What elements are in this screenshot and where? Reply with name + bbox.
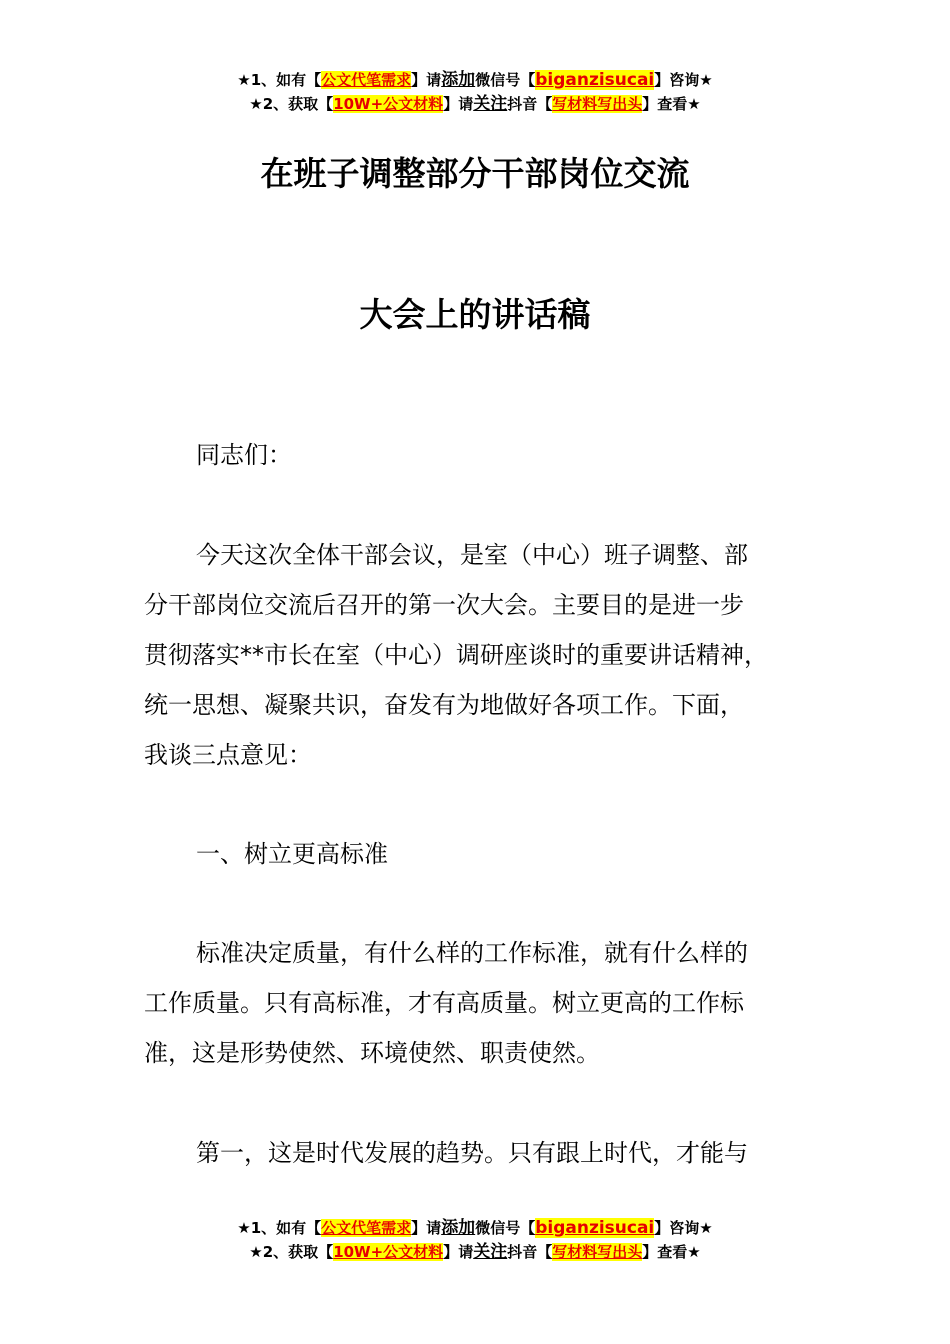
banner-text: 】查看★ — [642, 1243, 701, 1261]
document-title-line-2: 大会上的讲话稿 — [359, 295, 591, 334]
banner-highlight-service: 公文代笔需求 — [321, 71, 412, 89]
banner-emphasis: 关注 — [473, 94, 508, 114]
banner-text: 抖音【 — [507, 95, 553, 113]
banner-text: 】咨询★ — [654, 71, 713, 89]
banner-text: 】请 — [443, 1243, 474, 1261]
banner-text: ★1、如有【 — [237, 71, 322, 89]
paragraph-line: 同志们： — [196, 441, 292, 469]
footer-banner — [0, 1216, 950, 1264]
banner-highlight-douyin: 写材料写出头 — [552, 95, 643, 113]
banner-text: 】咨询★ — [654, 1219, 713, 1237]
banner-text: 】请 — [411, 71, 442, 89]
paragraph-line: 工作质量。只有高标准，才有高质量。树立更高的工作标 — [144, 989, 744, 1017]
document-title-line-1: 在班子调整部分干部岗位交流 — [260, 154, 690, 193]
paragraph-line: 标准决定质量，有什么样的工作标准，就有什么样的 — [196, 939, 748, 967]
banner-text: 微信号【 — [475, 1219, 536, 1237]
paragraph-line: 统一思想、凝聚共识，奋发有为地做好各项工作。下面， — [144, 691, 744, 719]
header-banner — [0, 68, 950, 116]
paragraph-line: 第一，这是时代发展的趋势。只有跟上时代，才能与 — [196, 1139, 748, 1167]
paragraph-line: 一、树立更高标准 — [196, 840, 388, 868]
paragraph-line: 今天这次全体干部会议，是室（中心）班子调整、部 — [196, 541, 748, 569]
banner-text: 抖音【 — [507, 1243, 553, 1261]
section-heading-1 — [144, 829, 834, 879]
banner-highlight-wechat: biganzisucai — [535, 70, 655, 90]
banner-emphasis: 关注 — [473, 1242, 508, 1262]
paragraph-line: 分干部岗位交流后召开的第一次大会。主要目的是进一步 — [144, 591, 744, 619]
banner-emphasis: 添加 — [441, 1218, 476, 1238]
banner-text: 】请 — [443, 95, 474, 113]
greeting-paragraph — [144, 430, 834, 480]
paragraph-line: 准，这是形势使然、环境使然、职责使然。 — [144, 1039, 600, 1067]
banner-emphasis: 添加 — [441, 70, 476, 90]
banner-text: 微信号【 — [475, 71, 536, 89]
banner-line-2 — [0, 92, 950, 116]
banner-text: ★2、获取【 — [249, 95, 334, 113]
banner-highlight-douyin: 写材料写出头 — [552, 1243, 643, 1261]
banner-line-1 — [0, 1216, 950, 1240]
banner-text: 】请 — [411, 1219, 442, 1237]
first-point-paragraph — [144, 1128, 834, 1178]
banner-line-1 — [0, 68, 950, 92]
paragraph-line: 我谈三点意见： — [144, 741, 312, 769]
banner-highlight-service: 公文代笔需求 — [321, 1219, 412, 1237]
banner-text: ★2、获取【 — [249, 1243, 334, 1261]
banner-line-2 — [0, 1240, 950, 1264]
banner-highlight-wechat: biganzisucai — [535, 1218, 655, 1238]
intro-paragraph — [144, 530, 834, 780]
banner-highlight-materials: 10W+公文材料 — [333, 95, 444, 113]
standard-paragraph — [144, 928, 834, 1078]
banner-text: 】查看★ — [642, 95, 701, 113]
paragraph-line: 贯彻落实**市长在室（中心）调研座谈时的重要讲话精神， — [144, 641, 768, 669]
banner-highlight-materials: 10W+公文材料 — [333, 1243, 444, 1261]
banner-text: ★1、如有【 — [237, 1219, 322, 1237]
